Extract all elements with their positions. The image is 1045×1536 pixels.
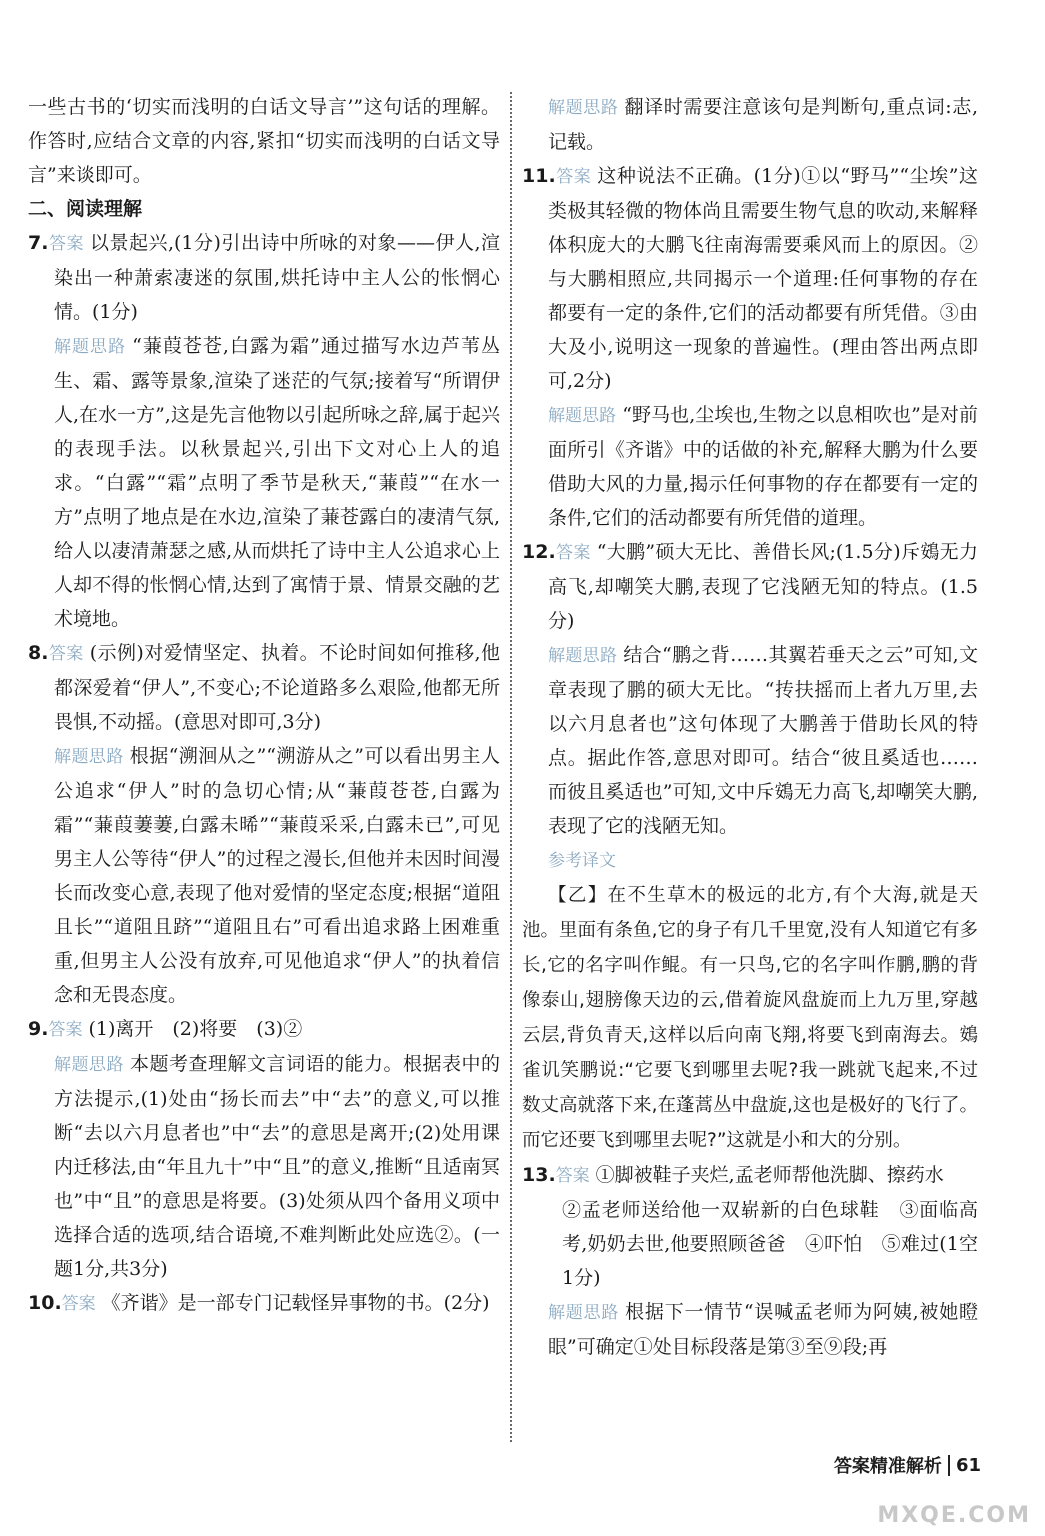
question-9-explanation (28, 1047, 500, 1286)
answer-text: ①脚被鞋子夹烂,孟老师帮他洗脚、擦药水 (595, 1164, 944, 1186)
question-number: 10. (28, 1292, 62, 1314)
reference-translation-text: 【乙】在不生草木的极远的北方,有个大海,就是天池。里面有条鱼,它的身子有几千里宽,没有人知道它有多长,它的名字叫作鲲。有一只鸟,它的名字叫作鹏,鹏的背像泰山,翅膀像天边的云,借着旋风盘旋而上九万里,穿越云层,背负青天,这样以后向南飞翔,将要飞到南海去。鴳雀讥笑鹏说:“它要飞到哪里去呢?我一跳就飞起来,不过数丈高就落下来,在蓬蒿丛中盘旋,这也是极好的飞行了。而它还要飞到哪里去呢?”这就是小和大的分别。 (522, 885, 978, 1151)
left-column (28, 90, 500, 1321)
question-9-answer (28, 1012, 500, 1047)
explain-text: “蒹葭苍苍,白露为霜”通过描写水边芦苇丛生、霜、露等景象,渲染了迷茫的气氛;接着写“所谓伊人,在水一方”,这是先言他物以引起所咏之辞,属于起兴的表现手法。以秋景起兴,引出下文对心上人的追求。“白露”“霜”点明了季节是秋天,“蒹葭”“在水一方”点明了地点是在水边,渲染了蒹苍露白的凄清气氛,给人以凄清萧瑟之感,从而烘托了诗中主人公追求心上人却不得的怅惘心情,达到了寓情于景、情景交融的艺术境地。 (54, 335, 500, 630)
reference-label: 参考译文 (548, 851, 616, 871)
explain-label: 解题思路 (548, 646, 618, 666)
answer-text: (示例)对爱情坚定、执着。不论时间如何推移,他都深爱着“伊人”,不变心;不论道路多么艰险,他都无所畏惧,不动摇。(意思对即可,3分) (54, 642, 500, 733)
footer-title: 答案精准解析 (833, 1456, 942, 1477)
answer-label: 答案 (48, 234, 84, 254)
question-12-explanation (522, 638, 978, 843)
answer-label: 答案 (555, 167, 592, 187)
intro-paragraph: 一些古书的‘切实而浅明的白话文导言’”这句话的理解。作答时,应结合文章的内容,紧扣“切实而浅明的白话文导言”来谈即可。 (28, 96, 500, 186)
answer-label: 答案 (48, 1020, 83, 1040)
explain-label: 解题思路 (54, 337, 127, 357)
question-number: 11. (522, 165, 556, 187)
answer-text: (1)离开 (2)将要 (3)② (88, 1018, 303, 1040)
question-12-answer (522, 535, 978, 638)
question-11-answer (522, 159, 978, 398)
question-10-answer (28, 1286, 500, 1321)
answer-text: 以景起兴,(1分)引出诗中所咏的对象——伊人,渲染出一种萧索凄迷的氛围,烘托诗中主人公的怅惘心情。(1分) (54, 232, 501, 323)
question-8-explanation (28, 739, 500, 1012)
explain-label: 解题思路 (548, 406, 617, 426)
question-10-explanation (522, 90, 978, 159)
explain-text: 根据“溯洄从之”“溯游从之”可以看出男主人公追求“伊人”时的急切心情;从“蒹葭苍苍,白露为霜”“蒹葭萋萋,白露未晞”“蒹葭采采,白露未已”,可见男主人公等待“伊人”的过程之漫长,但他并未因时间漫长而改变心意,表现了他对爱情的坚定态度;根据“道阻且长”“道阻且跻”“道阻且右”可看出追求路上困难重重,但男主人公没有放弃,可见他追求“伊人”的执着信念和无畏态度。 (54, 745, 500, 1006)
question-number: 7. (28, 232, 49, 254)
question-number: 13. (522, 1164, 556, 1186)
explain-text: “野马也,尘埃也,生物之以息相吹也”是对前面所引《齐谐》中的话做的补充,解释大鹏为什么要借助大风的力量,揭示任何事物的存在都要有一定的条件,它们的活动都要有所凭借的道理。 (548, 404, 978, 529)
question-number: 9. (28, 1018, 49, 1040)
explain-text: 翻译时需要注意该句是判断句,重点词:志,记载。 (548, 96, 979, 153)
answer-text: “大鹏”硕大无比、善借长风;(1.5分)斥鴳无力高飞,却嘲笑大鹏,表现了它浅陋无知的特点。(1.5分) (548, 541, 979, 632)
question-number: 12. (522, 541, 556, 563)
answer-text: 《齐谐》是一部专门记载怪异事物的书。(2分) (101, 1292, 490, 1314)
explain-label: 解题思路 (548, 1303, 620, 1323)
question-13-answer (522, 1158, 978, 1193)
explain-text: 结合“鹏之背……其翼若垂天之云”可知,文章表现了鹏的硕大无比。“抟扶摇而上者九万里,去以六月息者也”这句体现了大鹏善于借助长风的特点。据此作答,意思对即可。结合“彼且奚适也……而彼且奚适也”可知,文中斥鴳无力高飞,却嘲笑大鹏,表现了它的浅陋无知。 (548, 644, 979, 837)
section-heading-reading: 二、阅读理解 (28, 198, 143, 220)
page-number: 61 (948, 1455, 981, 1476)
question-number: 8. (28, 642, 49, 664)
column-divider (510, 92, 512, 1442)
explain-label: 解题思路 (54, 747, 124, 767)
page-footer (834, 1452, 981, 1478)
answer-text: 这种说法不正确。(1分)①以“野马”“尘埃”这类极其轻微的物体尚且需要生物气息的吹动,来解释体积庞大的大鹏飞往南海需要乘风而上的原因。②与大鹏相照应,共同揭示一个道理:任何事物的存在都要有一定的条件,它们的活动都要有所凭借。③由大及小,说明这一现象的普遍性。(理由答出两点即可,2分) (548, 165, 978, 392)
answer-label: 答案 (555, 543, 591, 563)
explain-label: 解题思路 (548, 98, 619, 118)
right-column (522, 90, 978, 1364)
explain-text: 根据下一情节“误喊孟老师为阿姨,被她瞪眼”可确定①处目标段落是第③至⑨段;再 (548, 1301, 978, 1358)
reference-translation-heading (522, 843, 978, 878)
answer-label: 答案 (48, 644, 84, 664)
question-11-explanation (522, 398, 978, 535)
answer-label: 答案 (555, 1166, 590, 1186)
question-13-answer-continued: ②孟老师送给他一双崭新的白色球鞋 ③面临高考,奶奶去世,他要照顾爸爸 ④吓怕 ⑤难过(1空1分) (562, 1199, 978, 1289)
question-7-answer (28, 226, 500, 329)
watermark-logo: MXQE.COM (877, 1503, 1031, 1528)
question-8-answer (28, 636, 500, 739)
answer-label: 答案 (61, 1294, 96, 1314)
question-7-explanation (28, 329, 500, 636)
explain-text: 本题考查理解文言词语的能力。根据表中的方法提示,(1)处由“扬长而去”中“去”的意义,可以推断“去以六月息者也”中“去”的意思是离开;(2)处用课内迁移法,由“年且九十”中“且”的意义,推断“且适南冥也”中“且”的意思是将要。(3)处须从四个备用义项中选择合适的选项,结合语境,不难判断此处应选②。(一题1分,共3分) (54, 1053, 500, 1280)
explain-label: 解题思路 (54, 1055, 124, 1075)
question-13-explanation (522, 1295, 978, 1364)
